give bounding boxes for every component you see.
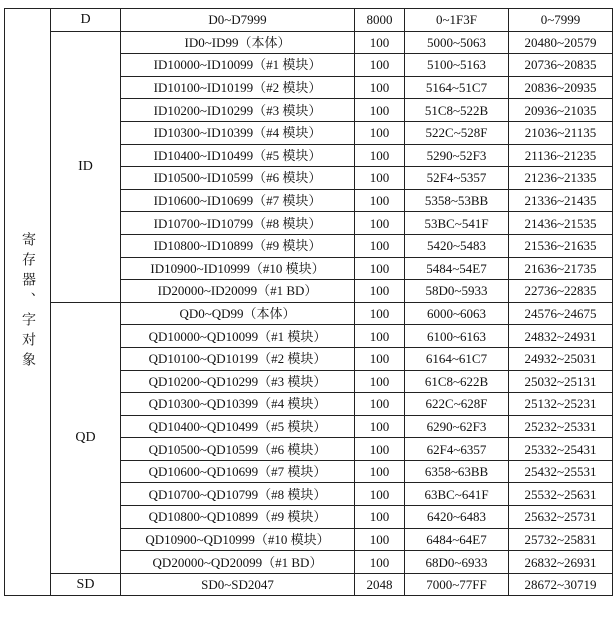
range-cell: QD10100~QD10199（#2 模块）: [121, 347, 355, 370]
range-cell: ID0~ID99（本体）: [121, 31, 355, 54]
hex-cell: 7000~77FF: [405, 573, 509, 596]
hex-cell: 58D0~5933: [405, 280, 509, 303]
group-label: 寄存器、字对象: [5, 9, 51, 596]
dec-cell: 21236~21335: [509, 167, 613, 190]
range-cell: ID10700~ID10799（#8 模块）: [121, 212, 355, 235]
count-cell: 100: [355, 99, 405, 122]
dec-cell: 25432~25531: [509, 460, 613, 483]
count-cell: 100: [355, 393, 405, 416]
count-cell: 100: [355, 438, 405, 461]
hex-cell: 0~1F3F: [405, 9, 509, 32]
dec-cell: 21536~21635: [509, 234, 613, 257]
range-cell: QD10300~QD10399（#4 模块）: [121, 393, 355, 416]
dec-cell: 20936~21035: [509, 99, 613, 122]
range-cell: ID20000~ID20099（#1 BD）: [121, 280, 355, 303]
count-cell: 100: [355, 257, 405, 280]
dec-cell: 20480~20579: [509, 31, 613, 54]
range-cell: ID10900~ID10999（#10 模块）: [121, 257, 355, 280]
type-label: SD: [51, 573, 121, 596]
range-cell: QD10800~QD10899（#9 模块）: [121, 506, 355, 529]
range-cell: ID10000~ID10099（#1 模块）: [121, 54, 355, 77]
dec-cell: 24576~24675: [509, 302, 613, 325]
range-cell: QD10500~QD10599（#6 模块）: [121, 438, 355, 461]
count-cell: 100: [355, 551, 405, 574]
dec-cell: 25732~25831: [509, 528, 613, 551]
range-cell: ID10500~ID10599（#6 模块）: [121, 167, 355, 190]
hex-cell: 6164~61C7: [405, 347, 509, 370]
type-label: ID: [51, 31, 121, 302]
dec-cell: 26832~26931: [509, 551, 613, 574]
dec-cell: 24832~24931: [509, 325, 613, 348]
hex-cell: 63BC~641F: [405, 483, 509, 506]
range-cell: ID10100~ID10199（#2 模块）: [121, 76, 355, 99]
dec-cell: 21636~21735: [509, 257, 613, 280]
hex-cell: 6358~63BB: [405, 460, 509, 483]
hex-cell: 68D0~6933: [405, 551, 509, 574]
hex-cell: 6484~64E7: [405, 528, 509, 551]
dec-cell: 21436~21535: [509, 212, 613, 235]
dec-cell: 21136~21235: [509, 144, 613, 167]
hex-cell: 522C~528F: [405, 121, 509, 144]
dec-cell: 21336~21435: [509, 189, 613, 212]
count-cell: 100: [355, 506, 405, 529]
range-cell: QD20000~QD20099（#1 BD）: [121, 551, 355, 574]
range-cell: QD10000~QD10099（#1 模块）: [121, 325, 355, 348]
hex-cell: 5164~51C7: [405, 76, 509, 99]
count-cell: 100: [355, 212, 405, 235]
dec-cell: 20836~20935: [509, 76, 613, 99]
hex-cell: 6290~62F3: [405, 415, 509, 438]
count-cell: 100: [355, 302, 405, 325]
hex-cell: 6100~6163: [405, 325, 509, 348]
hex-cell: 6420~6483: [405, 506, 509, 529]
range-cell: QD10400~QD10499（#5 模块）: [121, 415, 355, 438]
range-cell: ID10400~ID10499（#5 模块）: [121, 144, 355, 167]
count-cell: 100: [355, 528, 405, 551]
count-cell: 100: [355, 144, 405, 167]
count-cell: 100: [355, 189, 405, 212]
register-table: [4, 8, 613, 596]
hex-cell: 53BC~541F: [405, 212, 509, 235]
count-cell: 100: [355, 325, 405, 348]
count-cell: 100: [355, 415, 405, 438]
count-cell: 100: [355, 76, 405, 99]
hex-cell: 5420~5483: [405, 234, 509, 257]
range-cell: ID10300~ID10399（#4 模块）: [121, 121, 355, 144]
dec-cell: 0~7999: [509, 9, 613, 32]
dec-cell: 25232~25331: [509, 415, 613, 438]
count-cell: 100: [355, 121, 405, 144]
range-cell: D0~D7999: [121, 9, 355, 32]
type-label: D: [51, 9, 121, 32]
count-cell: 100: [355, 234, 405, 257]
hex-cell: 5100~5163: [405, 54, 509, 77]
dec-cell: 21036~21135: [509, 121, 613, 144]
table-row: [5, 31, 613, 54]
range-cell: QD0~QD99（本体）: [121, 302, 355, 325]
dec-cell: 25032~25131: [509, 370, 613, 393]
dec-cell: 25332~25431: [509, 438, 613, 461]
hex-cell: 6000~6063: [405, 302, 509, 325]
range-cell: SD0~SD2047: [121, 573, 355, 596]
count-cell: 8000: [355, 9, 405, 32]
hex-cell: 51C8~522B: [405, 99, 509, 122]
count-cell: 100: [355, 370, 405, 393]
count-cell: 100: [355, 54, 405, 77]
dec-cell: 25632~25731: [509, 506, 613, 529]
dec-cell: 22736~22835: [509, 280, 613, 303]
range-cell: QD10700~QD10799（#8 模块）: [121, 483, 355, 506]
hex-cell: 5358~53BB: [405, 189, 509, 212]
hex-cell: 5000~5063: [405, 31, 509, 54]
count-cell: 100: [355, 31, 405, 54]
dec-cell: 28672~30719: [509, 573, 613, 596]
hex-cell: 5484~54E7: [405, 257, 509, 280]
count-cell: 100: [355, 460, 405, 483]
range-cell: ID10800~ID10899（#9 模块）: [121, 234, 355, 257]
range-cell: ID10600~ID10699（#7 模块）: [121, 189, 355, 212]
count-cell: 100: [355, 483, 405, 506]
type-label: QD: [51, 302, 121, 573]
hex-cell: 61C8~622B: [405, 370, 509, 393]
hex-cell: 622C~628F: [405, 393, 509, 416]
range-cell: QD10900~QD10999（#10 模块）: [121, 528, 355, 551]
count-cell: 100: [355, 167, 405, 190]
dec-cell: 20736~20835: [509, 54, 613, 77]
dec-cell: 25132~25231: [509, 393, 613, 416]
count-cell: 100: [355, 280, 405, 303]
dec-cell: 24932~25031: [509, 347, 613, 370]
table-row: [5, 9, 613, 32]
count-cell: 2048: [355, 573, 405, 596]
range-cell: QD10200~QD10299（#3 模块）: [121, 370, 355, 393]
range-cell: ID10200~ID10299（#3 模块）: [121, 99, 355, 122]
range-cell: QD10600~QD10699（#7 模块）: [121, 460, 355, 483]
hex-cell: 52F4~5357: [405, 167, 509, 190]
table-row: [5, 573, 613, 596]
hex-cell: 62F4~6357: [405, 438, 509, 461]
count-cell: 100: [355, 347, 405, 370]
dec-cell: 25532~25631: [509, 483, 613, 506]
table-row: [5, 302, 613, 325]
hex-cell: 5290~52F3: [405, 144, 509, 167]
